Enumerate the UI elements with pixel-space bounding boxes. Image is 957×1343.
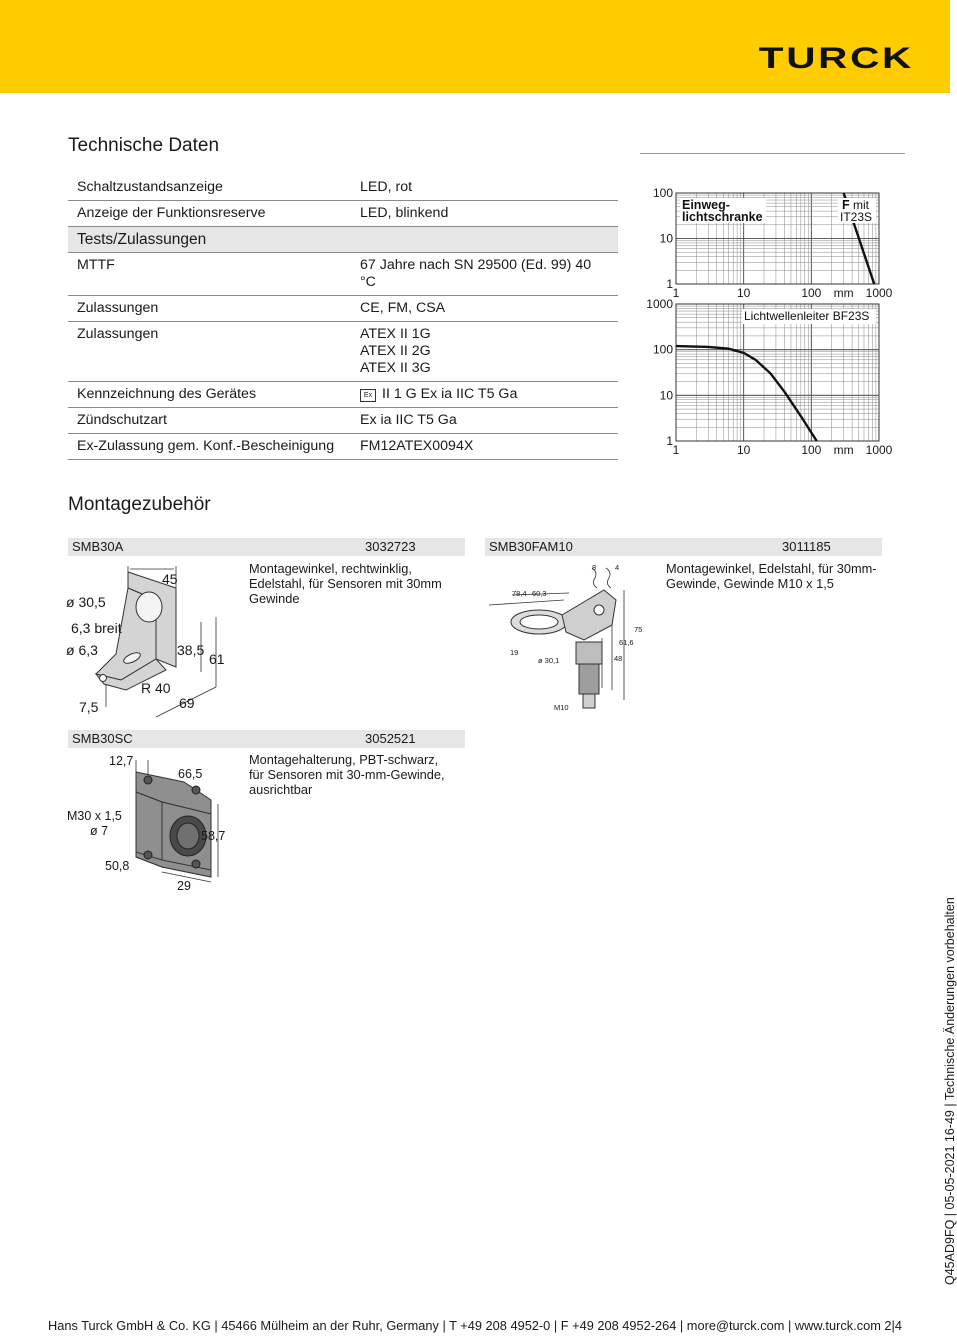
tech-row <box>68 253 618 296</box>
tech-row <box>68 227 618 253</box>
annotation: mit <box>853 198 869 212</box>
annotation: lichtschranke <box>682 210 763 224</box>
dim-label: ø 6,3 <box>66 642 98 658</box>
tech-row <box>68 296 618 322</box>
tech-label: Anzeige der Funktionsreserve <box>68 201 351 227</box>
dim-label: 7,5 <box>79 699 99 715</box>
dim-label: 48 <box>614 654 623 663</box>
accessory-name: SMB30SC <box>72 731 133 746</box>
dim-label: 66,5 <box>178 767 203 781</box>
dim-label: 60,3 <box>532 589 547 598</box>
chart-separator <box>640 153 905 154</box>
y-tick-label: 1 <box>666 434 673 448</box>
y-tick-label: 100 <box>652 342 673 357</box>
x-unit-label: mm <box>833 443 854 457</box>
dim-label: 19 <box>510 648 519 657</box>
y-tick-label: 10 <box>659 388 673 403</box>
tech-label: Ex-Zulassung gem. Konf.-Bescheinigung <box>68 434 351 460</box>
dim-label: M10 <box>554 703 569 712</box>
dim-label: 12,7 <box>109 754 134 768</box>
turck-logo: TURCK <box>758 42 914 75</box>
tech-row <box>68 382 618 408</box>
dim-label: ø 30,5 <box>66 594 106 610</box>
dim-label: 38,5 <box>177 642 205 658</box>
tech-row <box>68 201 618 227</box>
accessory-bar-smb30a <box>68 538 465 556</box>
tech-value <box>351 296 618 322</box>
chart-einweg <box>653 186 893 300</box>
accessory-desc-smb30a: Montagewinkel, rechtwinklig, Edelstahl, für Sensoren mit 30mm Gewinde <box>249 561 442 606</box>
chart-lwl <box>646 297 892 457</box>
x-tick-label: 1 <box>672 443 680 457</box>
plot-frame <box>676 304 879 441</box>
dim-label: 8 <box>592 563 597 572</box>
y-tick-label: 100 <box>652 186 673 200</box>
accessory-number: 3011185 <box>782 539 831 554</box>
x-tick-label: 100 <box>801 443 822 457</box>
tech-value-line: 67 Jahre nach SN 29500 (Ed. 99) 40 °C <box>360 257 592 290</box>
tech-value-line: II 1 G Ex ia IIC T5 Ga <box>382 386 518 402</box>
annotation: F <box>842 198 850 212</box>
x-tick-label: 10 <box>736 443 751 457</box>
tech-value <box>351 382 618 408</box>
dim-label: 61 <box>209 651 225 667</box>
tech-row <box>68 408 618 434</box>
x-unit-label: mm <box>833 286 854 300</box>
tech-value-line: CE, FM, CSA <box>360 300 446 316</box>
dim-label: M30 x 1,5 <box>67 809 122 823</box>
tech-row <box>68 434 618 460</box>
dim-label: 6,3 breit <box>71 620 122 636</box>
accessory-name: SMB30A <box>72 539 124 554</box>
dim-label: 4 <box>615 563 620 572</box>
tech-value-line: ATEX II 1G <box>360 326 431 342</box>
x-tick-label: 1000 <box>865 443 893 457</box>
range-charts <box>640 180 908 470</box>
dim-label: 58,7 <box>201 829 226 843</box>
dim-label: 75 <box>634 625 643 634</box>
footer: Hans Turck GmbH & Co. KG | 45466 Mülheim an der Ruhr, Germany | T +49 208 4952-0 | F +49 208 4952-264 | more@turck.com | www.turck.com 2|4 <box>48 1318 902 1333</box>
side-note: Q45AD9FQ | 05-05-2021 16-49 | Technische Änderungen vorbehalten <box>943 897 957 1285</box>
ex-icon: Ex <box>360 389 376 402</box>
annotation: Einweg- <box>682 198 730 212</box>
tech-row <box>68 175 618 201</box>
accessory-number: 3052521 <box>365 731 416 746</box>
series-line <box>676 346 817 441</box>
dim-label: 29 <box>177 879 191 893</box>
tech-label: Kennzeichnung des Gerätes <box>68 382 351 408</box>
accessory-name: SMB30FAM10 <box>489 539 573 554</box>
x-tick-label: 10 <box>736 286 751 300</box>
annotation: Lichtwellenleiter BF23S <box>744 309 870 323</box>
tech-value <box>351 408 618 434</box>
y-tick-label: 1 <box>666 277 673 291</box>
tech-value <box>351 434 618 460</box>
tech-value <box>351 322 618 382</box>
dim-label: 61,6 <box>619 638 634 647</box>
accessory-bar-smb30sc <box>68 730 465 748</box>
mount-title: Montagezubehör <box>68 494 211 515</box>
tech-label: Zulassungen <box>68 296 351 322</box>
dim-label: ø 7 <box>90 824 109 838</box>
tech-label: Zündschutzart <box>68 408 351 434</box>
accessory-desc-smb30sc: Montagehalterung, PBT-schwarz, für Sensoren mit 30-mm-Gewinde, ausrichtbar <box>249 752 445 797</box>
tech-value <box>351 201 618 227</box>
tech-value-line: ATEX II 3G <box>360 360 431 376</box>
tech-value <box>351 227 618 253</box>
tech-label: Zulassungen <box>68 322 351 382</box>
dim-label: ø 30,1 <box>538 656 560 665</box>
x-tick-label: 100 <box>801 286 822 300</box>
tech-row <box>68 322 618 382</box>
tech-value-line: ATEX II 2G <box>360 343 431 359</box>
dim-label: 69 <box>179 695 195 711</box>
tech-value-line: FM12ATEX0094X <box>360 438 474 454</box>
tech-label: Schaltzustandsanzeige <box>68 175 351 201</box>
dim-label: R 40 <box>141 680 171 696</box>
tech-label: MTTF <box>68 253 351 296</box>
tech-value <box>351 175 618 201</box>
tech-label: Tests/Zulassungen <box>68 227 351 253</box>
annotation: IT23S <box>840 210 873 224</box>
y-tick-label: 1000 <box>646 297 673 311</box>
tech-data-table <box>68 175 618 460</box>
accessory-bar-smb30fam10 <box>485 538 882 556</box>
drawing-smb30fam10 <box>484 560 654 720</box>
drawing-smb30a <box>66 562 236 722</box>
dim-label: 50,8 <box>105 859 130 873</box>
y-tick-label: 10 <box>659 231 673 246</box>
tech-value-line: LED, rot <box>360 179 413 195</box>
tech-data-title: Technische Daten <box>68 135 220 156</box>
dim-label: 78,4 <box>512 589 527 598</box>
accessory-desc-smb30fam10: Montagewinkel, Edelstahl, für 30mm- Gewinde, Gewinde M10 x 1,5 <box>666 561 877 591</box>
tech-value <box>351 253 618 296</box>
dim-label: 45 <box>162 571 178 587</box>
accessory-number: 3032723 <box>365 539 416 554</box>
x-tick-label: 1000 <box>865 286 893 300</box>
x-tick-label: 1 <box>672 286 680 300</box>
drawing-smb30sc <box>66 752 236 897</box>
tech-value-line: LED, blinkend <box>360 205 449 221</box>
tech-value-line: Ex ia IIC T5 Ga <box>360 412 457 428</box>
